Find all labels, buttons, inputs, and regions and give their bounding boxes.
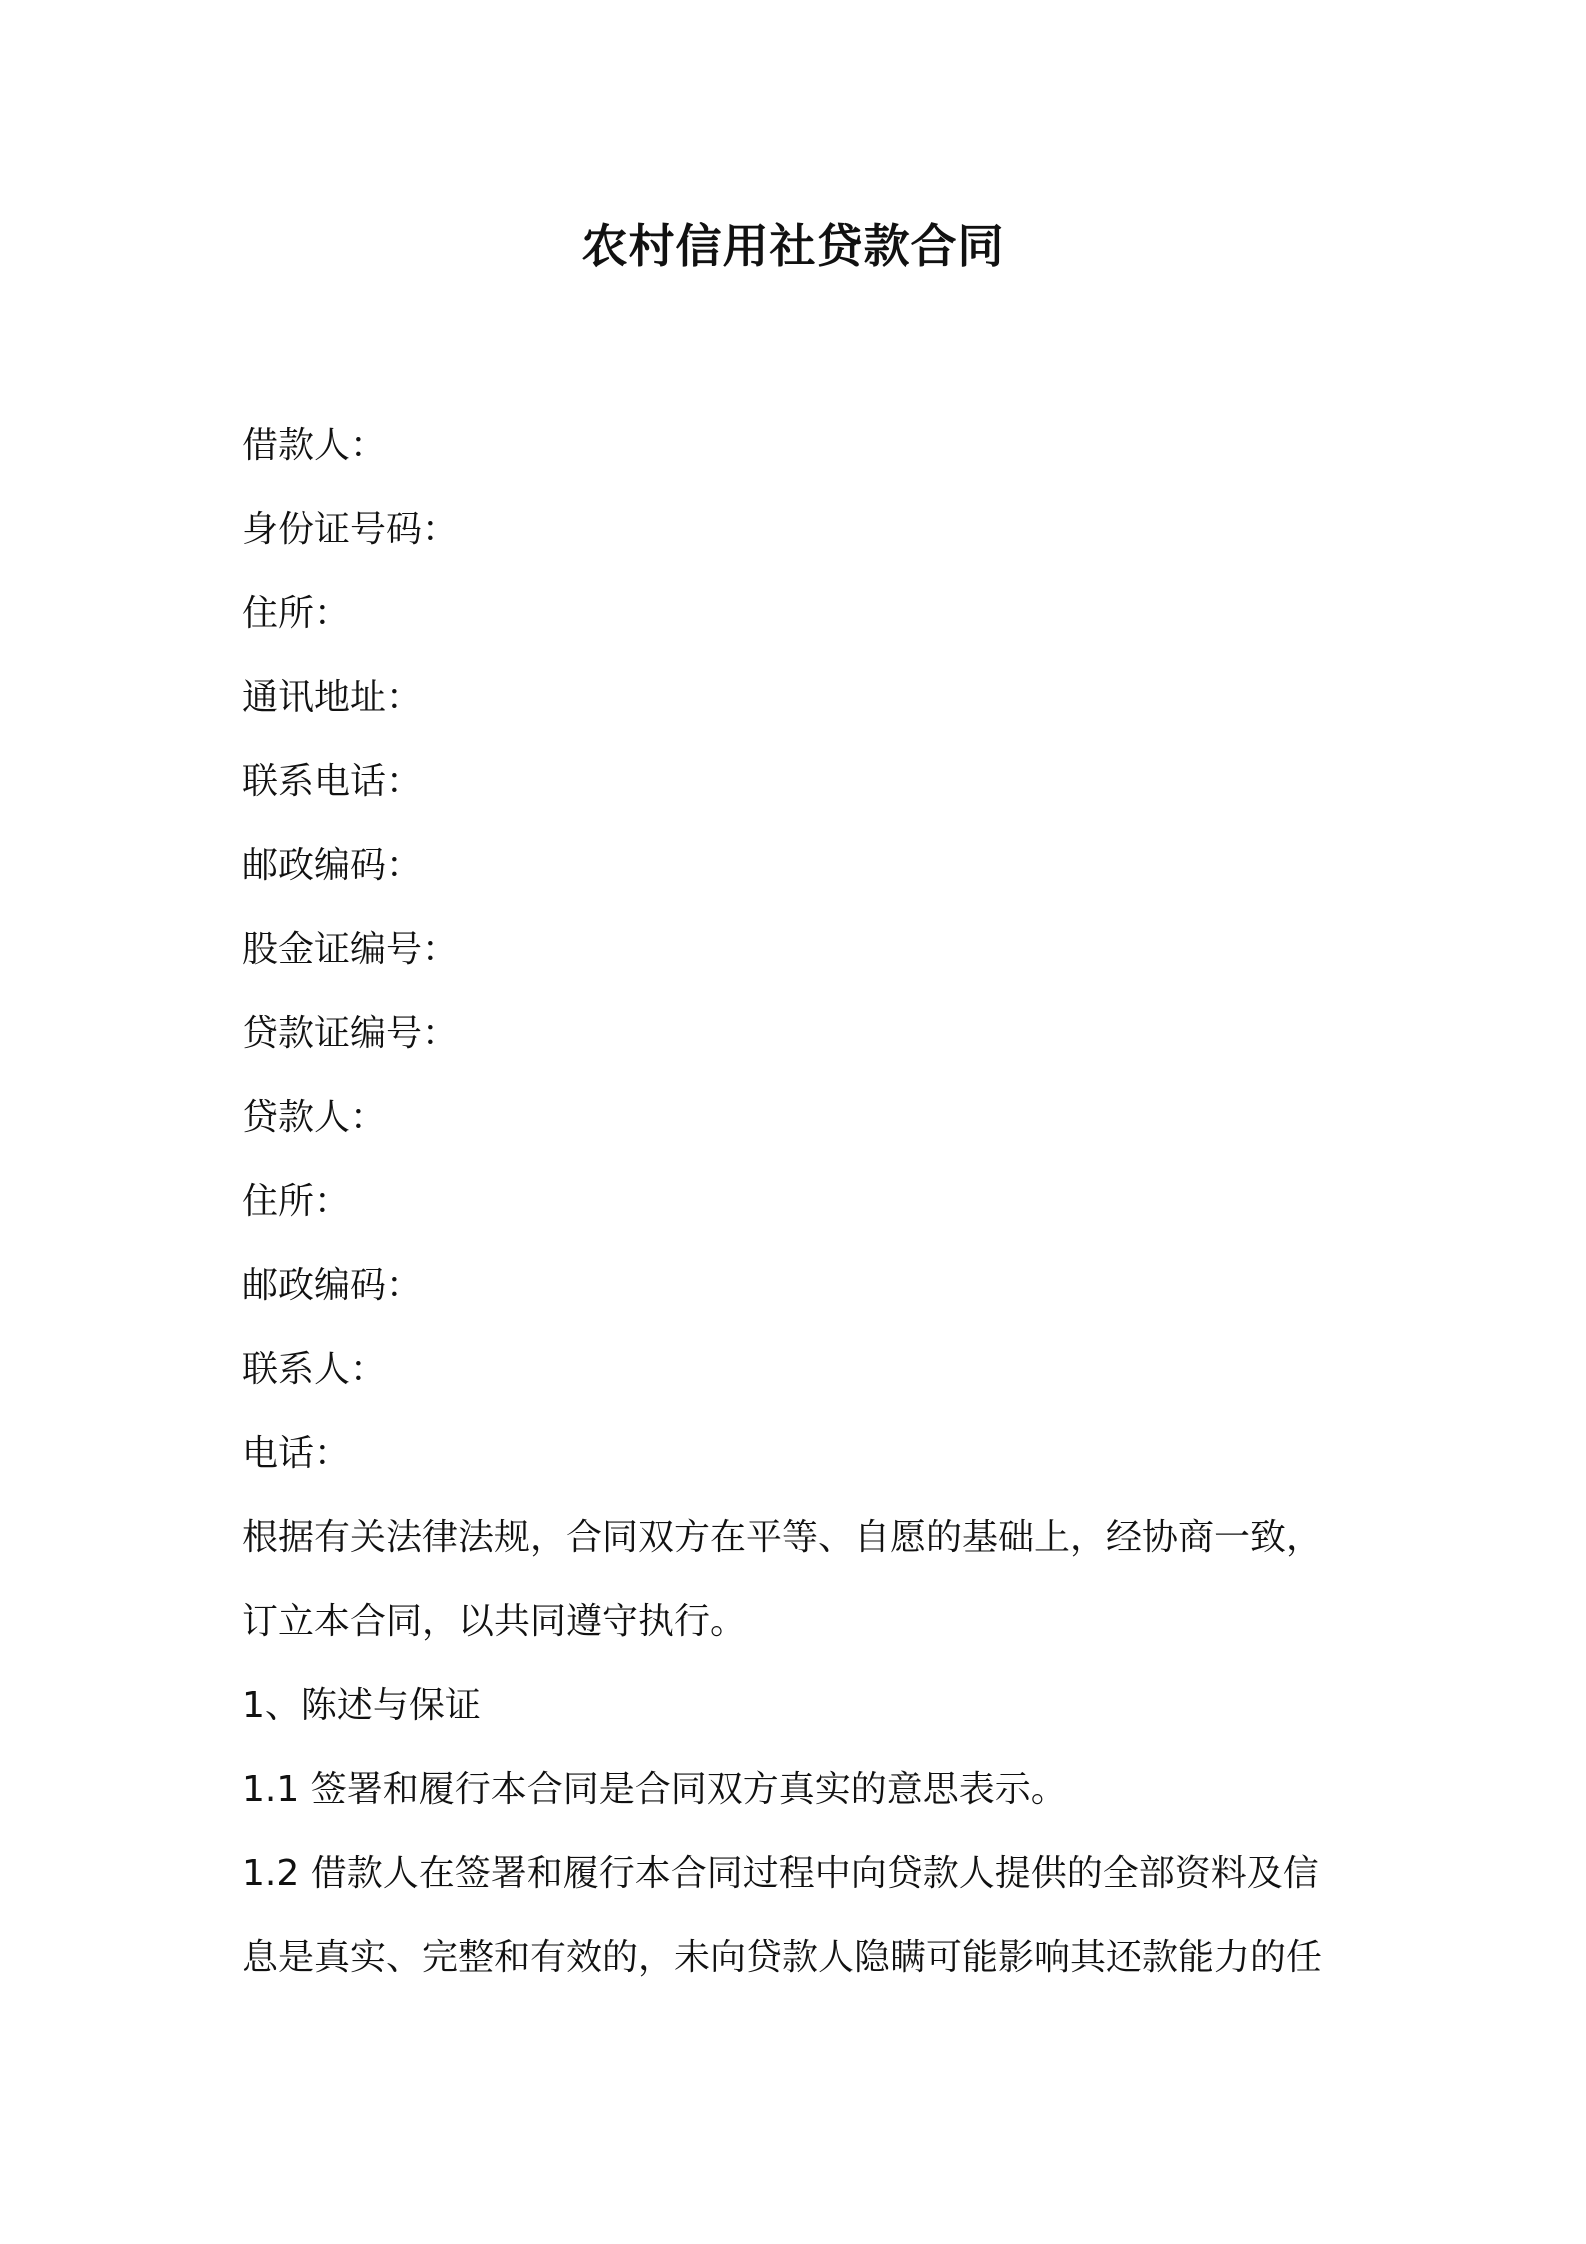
field-id-number: 身份证号码：: [242, 509, 459, 550]
field-mailing-address: 通讯地址：: [242, 677, 423, 718]
preamble-line: 订立本合同，以共同遵守执行。: [242, 1601, 747, 1642]
clause-1-2: [242, 1832, 1352, 2000]
field-lender: 贷款人：: [242, 1097, 387, 1138]
document-body: [242, 404, 1352, 2000]
field-residence: 住所：: [242, 593, 351, 634]
field-lender-postal-code: 邮政编码：: [242, 1265, 423, 1306]
field-contact-phone: 联系电话：: [242, 761, 423, 802]
preamble-paragraph: [242, 1496, 1352, 1664]
section-heading: 1、陈述与保证: [242, 1685, 481, 1726]
field-contact-person: 联系人：: [242, 1349, 387, 1390]
clause-1-1: 1.1 签署和履行本合同是合同双方真实的意思表示。: [242, 1769, 1067, 1810]
field-phone: 电话：: [242, 1433, 351, 1474]
document-title: 农村信用社贷款合同: [581, 219, 1005, 273]
clause-line: 息是真实、完整和有效的，未向贷款人隐瞒可能影响其还款能力的任: [242, 1937, 1323, 1978]
field-lender-residence: 住所：: [242, 1181, 351, 1222]
clause-line: 1.2 借款人在签署和履行本合同过程中向贷款人提供的全部资料及信: [242, 1853, 1319, 1894]
field-loan-certificate-number: 贷款证编号：: [242, 1013, 459, 1054]
preamble-line: 根据有关法律法规，合同双方在平等、自愿的基础上，经协商一致，: [242, 1517, 1323, 1558]
field-postal-code: 邮政编码：: [242, 845, 423, 886]
field-borrower: 借款人：: [242, 425, 387, 466]
field-share-certificate-number: 股金证编号：: [242, 929, 459, 970]
